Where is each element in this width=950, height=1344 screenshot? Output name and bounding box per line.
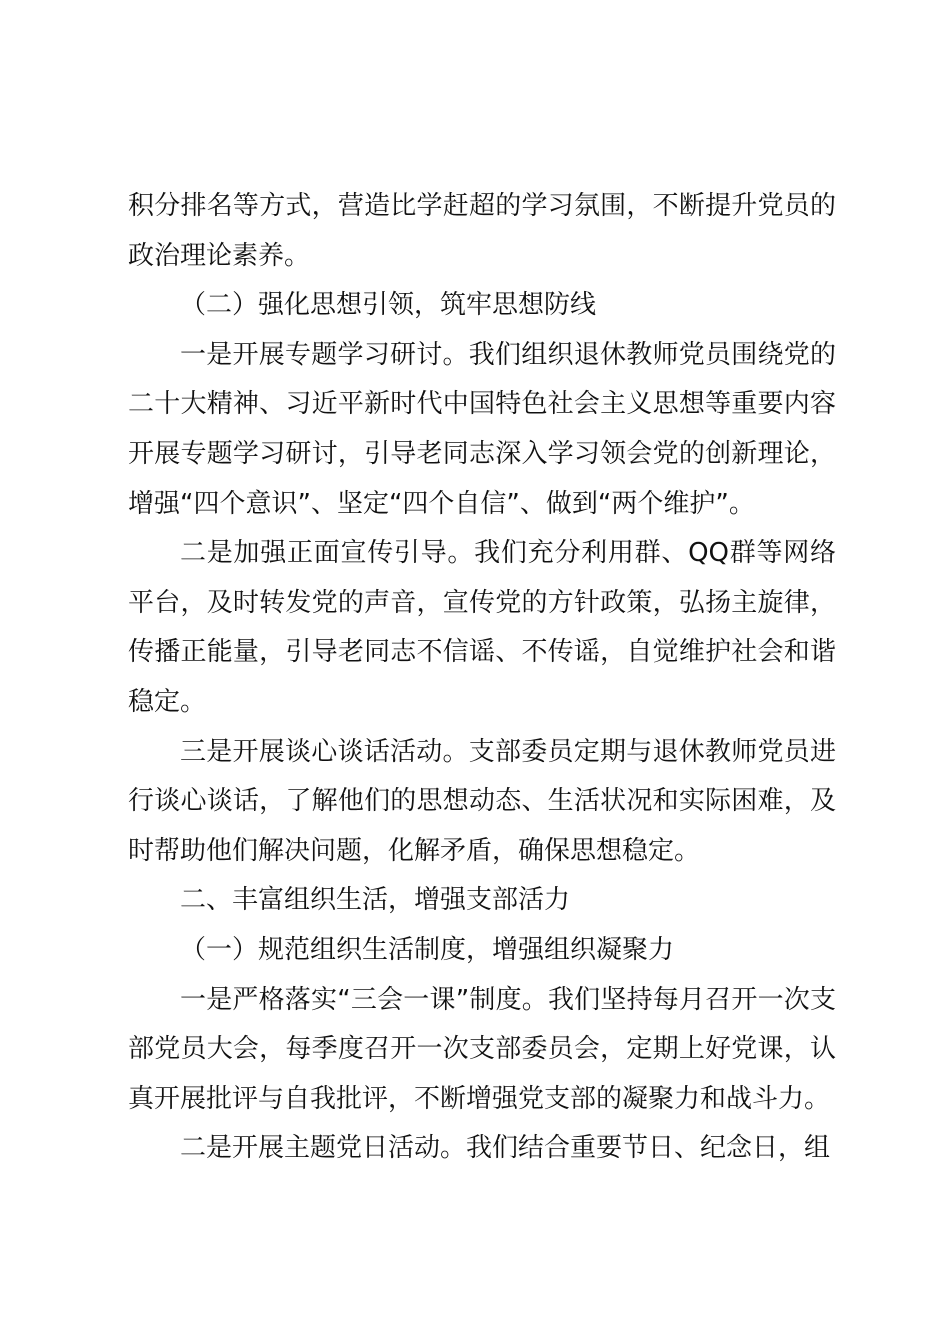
paragraph-theme-day: 二是开展主题党日活动。我们结合重要节日、纪念日，组 <box>180 1133 831 1164</box>
document-body <box>128 182 836 1174</box>
paragraph-continuation: 积分排名等方式，营造比学赶超的学习氛围，不断提升党员的政治理论素养。 <box>128 191 836 271</box>
paragraph-three-meetings: 一是严格落实“三会一课”制度。我们坚持每月召开一次支部党员大会，每季度召开一次支部委员会，定期上好党课，认真开展批评与自我批评，不断增强党支部的凝聚力和战斗力。 <box>128 984 836 1114</box>
subsection-heading-2: （二）强化思想引领，筑牢思想防线 <box>180 290 597 321</box>
paragraph-publicity: 二是加强正面宣传引导。我们充分利用群、QQ群等网络平台，及时转发党的声音，宣传党的方针政策，弘扬主旋律，传播正能量，引导老同志不信谣、不传谣，自觉维护社会和谐稳定。 <box>128 538 836 717</box>
subsection-heading-1: （一）规范组织生活制度，增强组织凝聚力 <box>180 934 675 965</box>
section-heading-2: 二、丰富组织生活，增强支部活力 <box>180 885 571 916</box>
paragraph-study-seminar: 一是开展专题学习研讨。我们组织退休教师党员围绕党的二十大精神、习近平新时代中国特色社会主义思想等重要内容开展专题学习研讨，引导老同志深入学习领会党的创新理论，增强“四个意识”、坚定“四个自信”、做到“两个维护”。 <box>128 339 836 519</box>
paragraph-heart-to-heart: 三是开展谈心谈话活动。支部委员定期与退休教师党员进行谈心谈话，了解他们的思想动态、生活状况和实际困难，及时帮助他们解决问题，化解矛盾，确保思想稳定。 <box>128 736 836 866</box>
